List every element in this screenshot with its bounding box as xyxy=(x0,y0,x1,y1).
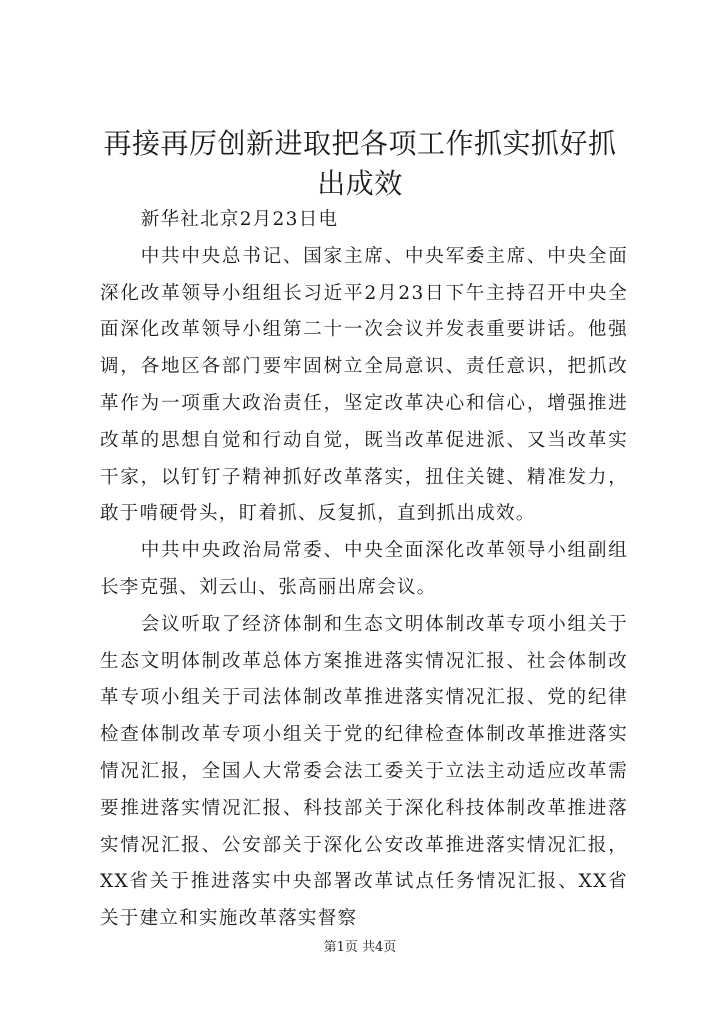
body-paragraph: 中共中央总书记、国家主席、中央军委主席、中央全面深化改革领导小组组长习近平2月23日下午主持召开中央全面深化改革领导小组第二十一次会议并发表重要讲话。他强调，各地区各部门要牢固树立全局意识、责任意识，把抓改革作为一项重大政治责任，坚定改革决心和信心，增强推进改革的思想自觉和行动自觉，既当改革促进派、又当改革实干家，以钉钉子精神抓好改革落实，扭住关键、精准发力，敢于啃硬骨头，盯着抓、反复抓，直到抓出成效。 xyxy=(100,245,628,525)
document-title: 再接再厉创新进取把各项工作抓实抓好抓出成效 xyxy=(103,127,617,200)
body-paragraph: 中共中央政治局常委、中央全面深化改革领导小组副组长李克强、刘云山、张高丽出席会议。 xyxy=(100,540,628,598)
page-number-footer: 第1页 共4页 xyxy=(323,940,397,955)
body-paragraph: 会议听取了经济体制和生态文明体制改革专项小组关于生态文明体制改革总体方案推进落实情况汇报、社会体制改革专项小组关于司法体制改革推进落实情况汇报、党的纪律检查体制改革专项小组关于党的纪律检查体制改革推进落实情况汇报，全国人大常委会法工委关于立法主动适应改革需要推进落实情况汇报、科技部关于深化科技体制改革推进落实情况汇报、公安部关于深化公安改革推进落实情况汇报，XX省关于推进落实中央部署改革试点任务情况汇报、XX省关于建立和实施改革落实督察 xyxy=(100,613,628,930)
document-body xyxy=(100,202,628,938)
dateline-paragraph: 新华社北京2月23日电 xyxy=(140,209,339,230)
